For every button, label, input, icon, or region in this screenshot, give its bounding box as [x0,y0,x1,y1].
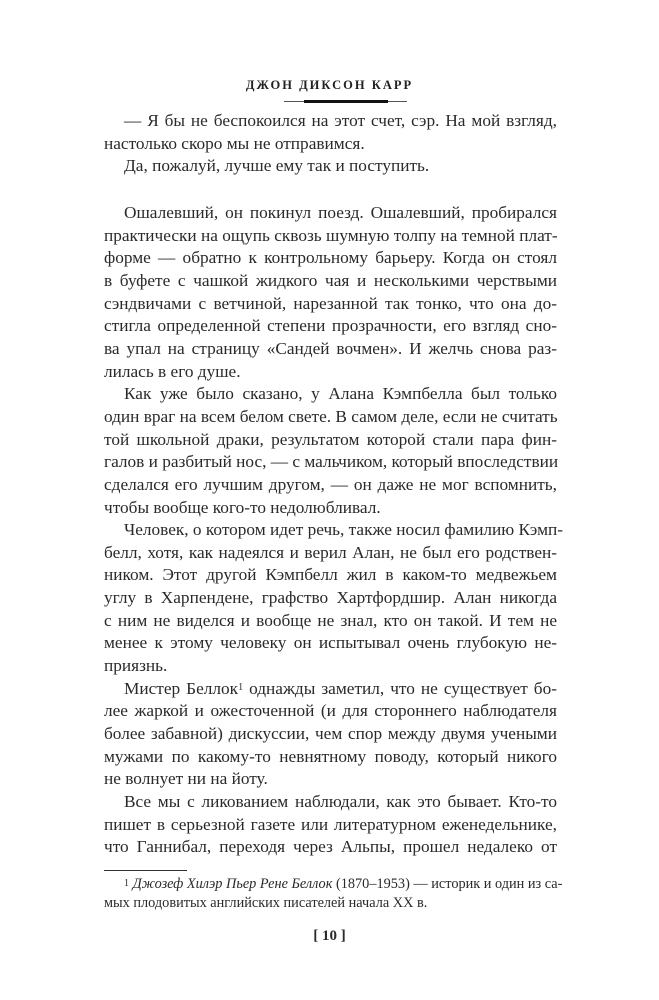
text-line: белл, хотя, как надеялся и верил Алан, не был его родствен- [104,542,557,562]
footnote-rule [104,870,187,871]
footnote-line: мых плодовитых английских писателей начала XX в. [104,895,428,911]
text-line: Да, пожалуй, лучше ему так и поступить. [124,156,430,176]
text-line: один враг на всем белом свете. В самом деле, если не считать [104,406,558,426]
running-header: ДЖОН ДИКСОН КАРР [245,78,414,92]
text-line: лее жаркой и ожесточенной (и для стороннего наблюдателя [104,701,557,721]
text-line: практически на ощупь сквозь шумную толпу на темной плат- [104,225,558,245]
text-line: что Ганнибал, переходя через Альпы, прошел недалеко от [104,837,557,857]
footnote-marker: 1 [124,878,129,889]
text-line: сэндвичами с ветчиной, нарезанной так тонко, что она до- [104,293,557,313]
text-line: сделался его лучшим другом, — он даже не мог вспомнить, [104,474,557,494]
text-line: форме — обратно к контрольному барьеру. Когда он стоял [104,248,557,268]
footnote-line [104,875,563,894]
footnote-name: Джозеф Хилэр Пьер Рене Беллок [132,876,333,892]
text-line: в буфете с чашкой жидкого чая и несколькими черствыми [104,270,557,290]
footnote [104,875,563,913]
footnote-text: (1870–1953) — историк и один из са- [335,876,563,892]
text-line: Ошалевший, он покинул поезд. Ошалевший, пробирался [124,202,557,222]
text-line: приязнь. [104,656,168,676]
text-fragment: Мистер Беллок [124,678,239,698]
text-line: менее к этому человеку он испытывал очень глубокую не- [104,633,557,653]
page-number: [ 10 ] [313,928,346,944]
text-line: Как уже было сказано, у Алана Кэмпбелла был только [124,384,557,404]
section-break [104,178,557,202]
text-line: не волнует ни на йоту. [104,769,268,789]
text-line: ником. Этот другой Кэмпбелл жил в каком-то медвежьем [104,565,557,585]
text-line: более забавной) дискуссии, чем спор между двумя учеными [104,724,557,744]
header-rule-accent [304,100,388,103]
footnote-ref: 1 [238,681,244,693]
text-line: Человек, о котором идет речь, также носил фамилию Кэмп- [124,520,564,540]
text-line: мужами по какому-то невнятному поводу, который никого [104,746,557,766]
body-text [104,110,564,859]
text-line: — Я бы не беспокоился на этот счет, сэр. На мой взгляд, [124,111,557,130]
text-line [104,678,557,701]
text-line: с ним не виделся и вообще не знал, кто он такой. И тем не [104,610,557,630]
text-line: галов и разбитый нос, — с мальчиком, который впоследствии [104,452,559,472]
text-line: чтобы вообще кого-то недолюбливал. [104,497,381,517]
text-line: ва упал на страницу «Сандей вочмен». И желчь снова раз- [104,338,557,358]
text-line: настолько скоро мы не отправимся. [104,133,365,153]
text-line: лилась в его душе. [104,361,241,381]
text-line: пишет в серьезной газете или литературном еженедельнике, [104,814,557,834]
text-line: той школьной драки, результатом которой стали пара фин- [104,429,557,449]
text-fragment: однажды заметил, что не существует бо- [249,678,557,698]
text-line: Все мы с ликованием наблюдали, как это бывает. Кто-то [124,792,557,812]
text-line: углу в Харпендене, графство Хартфордшир. Алан никогда [104,588,557,608]
text-line: стигла определенной степени прозрачности, его взгляд сно- [104,316,557,336]
